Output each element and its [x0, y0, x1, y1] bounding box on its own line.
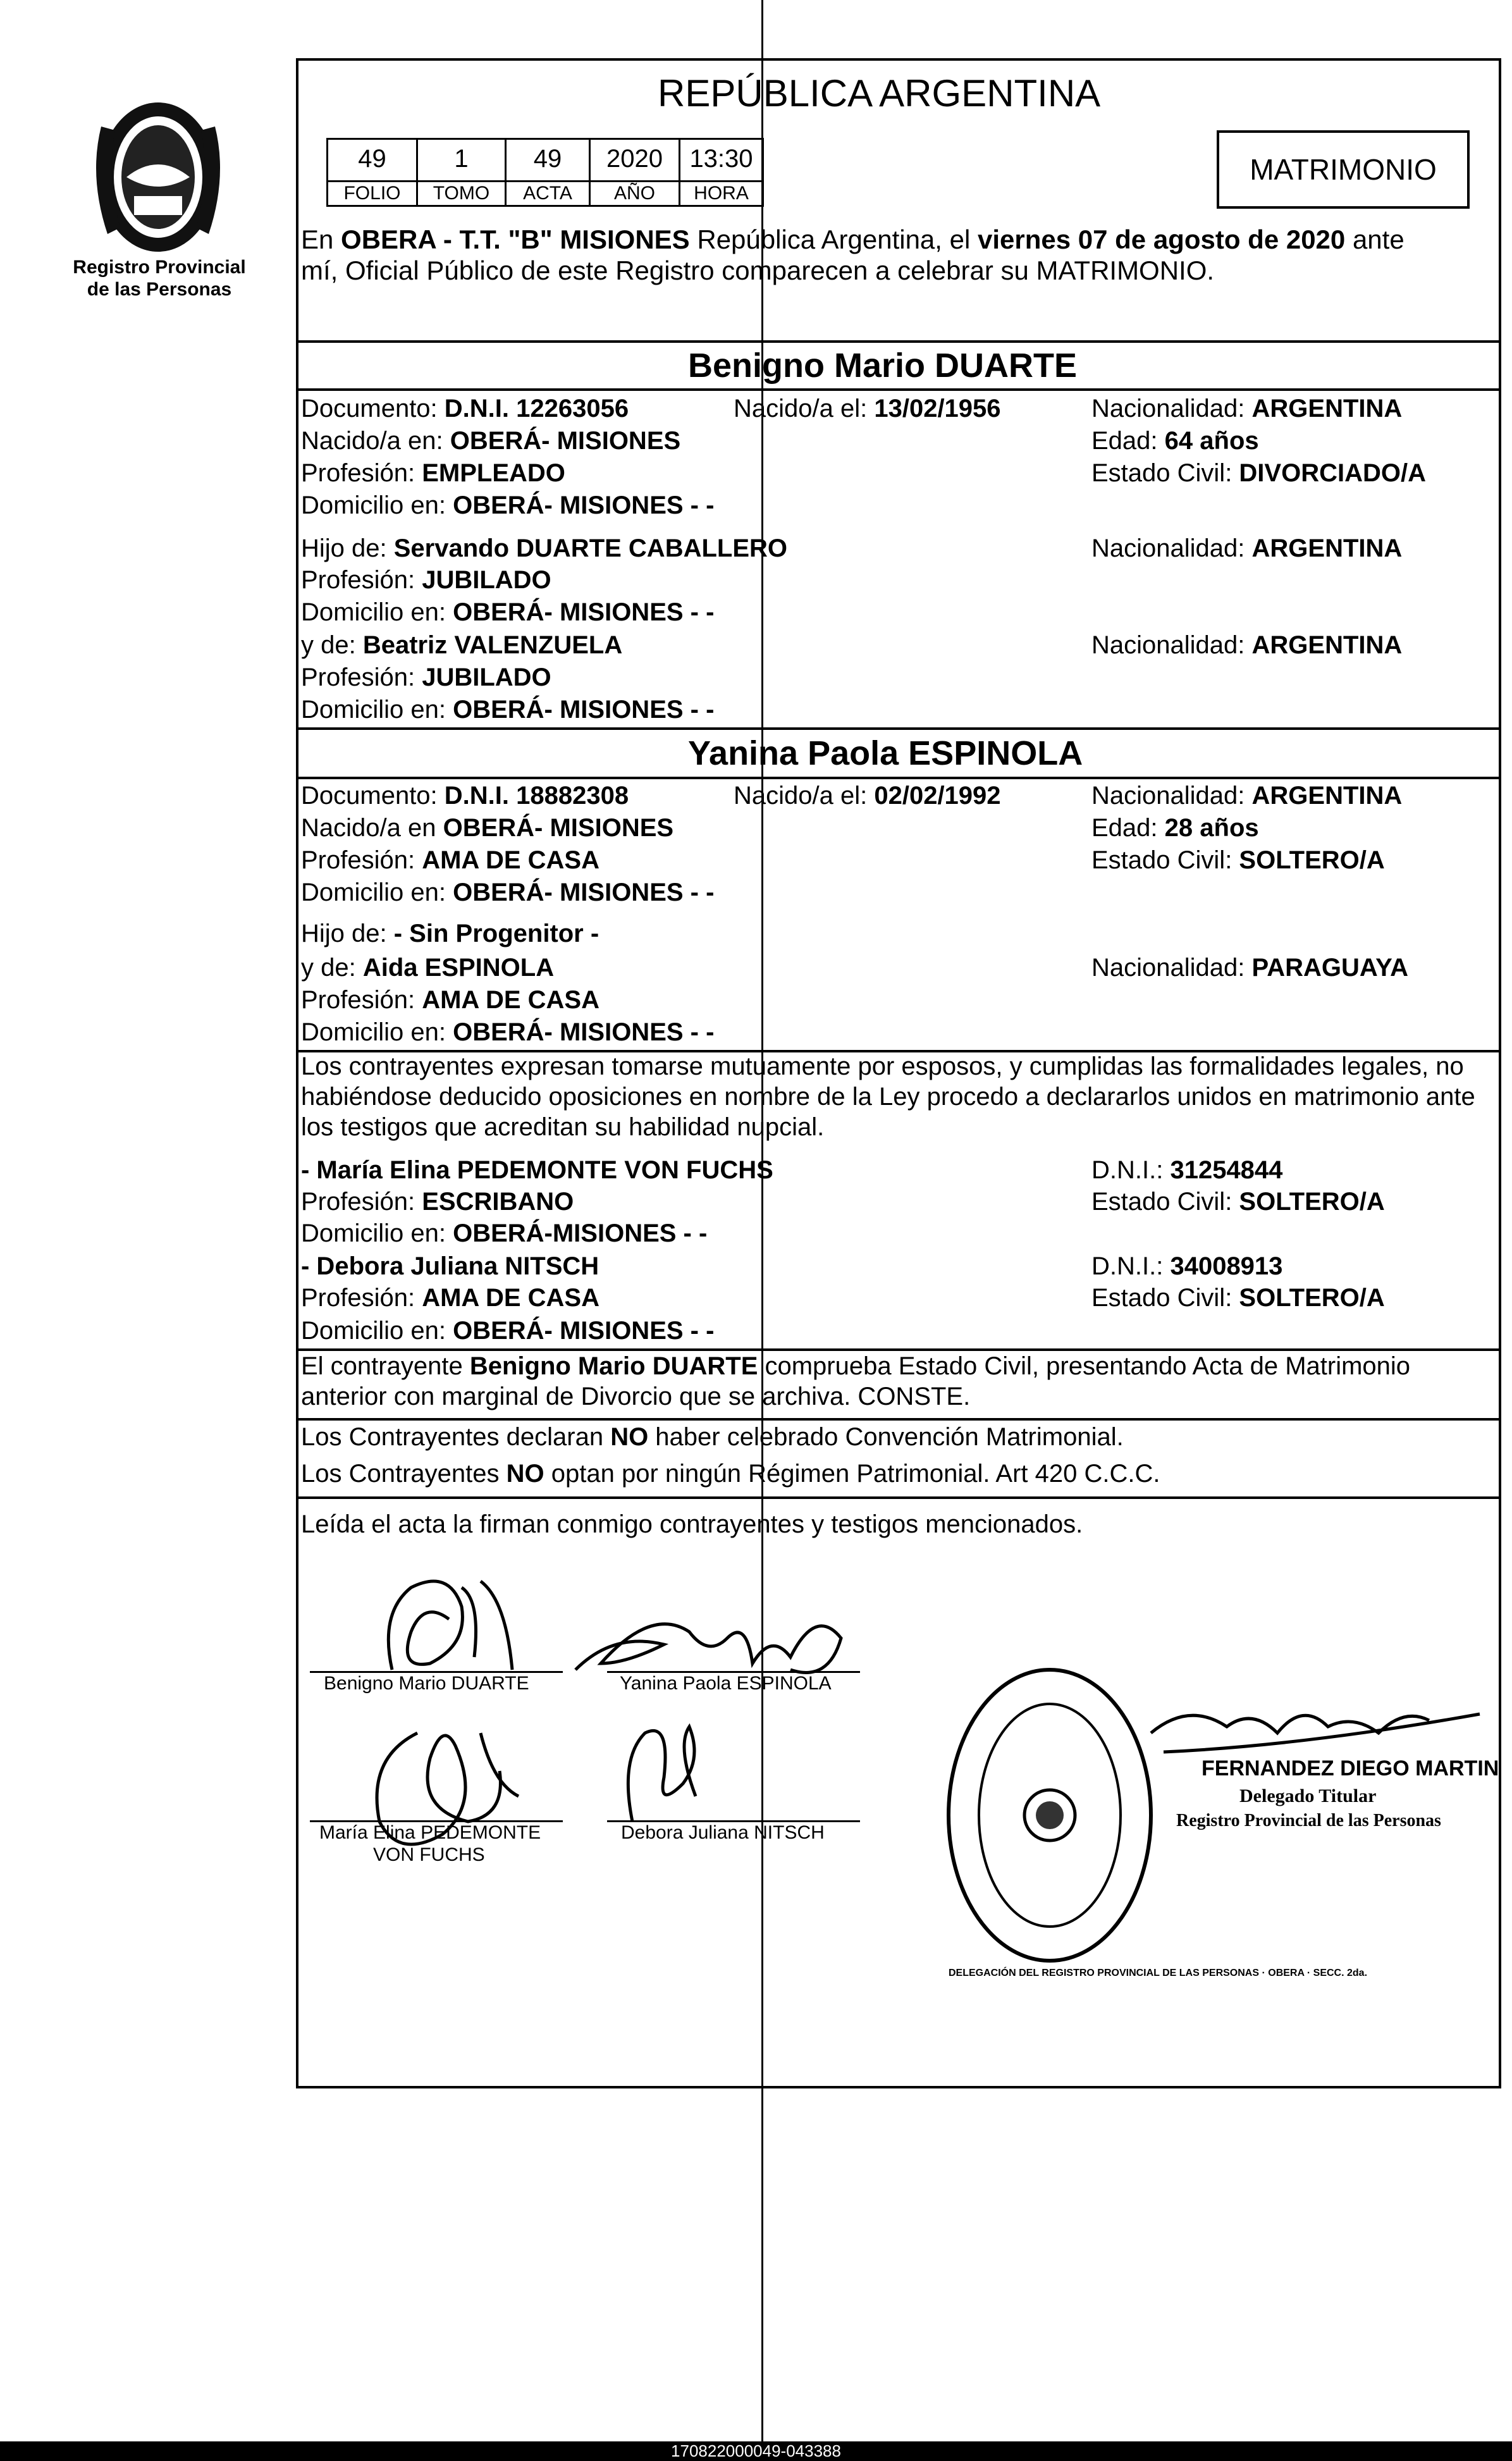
intro-place: OBERA - T.T. "B" MISIONES: [341, 225, 690, 254]
spouse2-mother-address: Domicilio en: OBERÁ- MISIONES - -: [301, 1018, 715, 1046]
spouse1-profession: Profesión: EMPLEADO: [301, 459, 565, 487]
acta-value: 49: [505, 138, 591, 182]
spouse2-profession: Profesión: AMA DE CASA: [301, 846, 599, 874]
spouse2-age: Edad: 28 años: [1091, 814, 1259, 842]
intro-line-1: [301, 225, 1404, 255]
folio-value: 49: [326, 138, 418, 182]
spouse1-document: Documento: D.N.I. 12263056: [301, 395, 629, 423]
signature-label-witness1-b: VON FUCHS: [373, 1844, 485, 1865]
spouse1-age: Edad: 64 años: [1091, 427, 1259, 455]
spouse2-mother-nationality: Nacionalidad: PARAGUAYA: [1091, 954, 1408, 982]
registry-name-2: de las Personas: [87, 279, 232, 300]
intro-line-2: mí, Oficial Público de este Registro comparecen a celebrar su MATRIMONIO.: [301, 256, 1215, 285]
spouse2-address: Domicilio en: OBERÁ- MISIONES - -: [301, 879, 715, 906]
spouse1-mother-address: Domicilio en: OBERÁ- MISIONES - -: [301, 696, 715, 724]
spouse1-father: Hijo de: Servando DUARTE CABALLERO: [301, 534, 788, 562]
spouse2-name: Yanina Paola ESPINOLA: [688, 734, 1083, 772]
seal-emblem: [76, 89, 240, 266]
spouse1-nationality: Nacionalidad: ARGENTINA: [1091, 395, 1403, 423]
spouse1-father-address: Domicilio en: OBERÁ- MISIONES - -: [301, 598, 715, 626]
signature-witness2: [594, 1708, 734, 1834]
act-type-box: [1217, 130, 1470, 209]
spouse1-civil-status: Estado Civil: DIVORCIADO/A: [1091, 459, 1426, 487]
witness2-dni: D.N.I.: 34008913: [1091, 1252, 1283, 1280]
divider-spouse1: [296, 340, 1501, 343]
spouse2-mother: y de: Aida ESPINOLA: [301, 954, 555, 982]
folio-label: FOLIO: [326, 180, 418, 207]
witness2-profession: Profesión: AMA DE CASA: [301, 1284, 599, 1312]
signature-spouse1: [354, 1562, 556, 1689]
ano-label: AÑO: [589, 180, 680, 207]
spouse2-born: Nacido/a el: 02/02/1992: [734, 782, 1001, 810]
intro-p2: República Argentina, el: [689, 225, 978, 254]
note-line-1: El contrayente Benigno Mario DUARTE comprueba Estado Civil, presentando Acta de Matrimonio: [301, 1352, 1411, 1380]
signature-label-witness2: Debora Juliana NITSCH: [621, 1822, 825, 1843]
tomo-value: 1: [416, 138, 507, 182]
official-org: Registro Provincial de las Personas: [1176, 1811, 1441, 1830]
acta-label: ACTA: [505, 180, 591, 207]
spouse2-father: Hijo de: - Sin Progenitor -: [301, 920, 599, 947]
tomo-label: TOMO: [416, 180, 507, 207]
divider-spouse1-b: [296, 388, 1501, 391]
spouse1-father-profession: Profesión: JUBILADO: [301, 566, 551, 594]
signature-label-witness1-a: María Elina PEDEMONTE: [319, 1822, 541, 1843]
spouse1-mother-nationality: Nacionalidad: ARGENTINA: [1091, 631, 1403, 659]
divider-spouse2-b: [296, 777, 1501, 779]
spouse1-name: Benigno Mario DUARTE: [688, 347, 1077, 385]
intro-p3: ante: [1345, 225, 1404, 254]
spouse2-document: Documento: D.N.I. 18882308: [301, 782, 629, 810]
declaration-line-3: los testigos que acreditan su habilidad nupcial.: [301, 1113, 825, 1141]
spouse1-mother-profession: Profesión: JUBILADO: [301, 663, 551, 691]
spouse1-address: Domicilio en: OBERÁ- MISIONES - -: [301, 491, 715, 519]
footer-bar: [0, 2441, 1512, 2461]
hora-label: HORA: [679, 180, 764, 207]
witness2-address: Domicilio en: OBERÁ- MISIONES - -: [301, 1317, 715, 1345]
act-type-label: MATRIMONIO: [1250, 153, 1437, 186]
ano-value: 2020: [589, 138, 680, 182]
declaration-line-2: habiéndose deducido oposiciones en nombre de la Ley procedo a declararlos unidos en matrimonio ante: [301, 1083, 1475, 1111]
divider-closing: [296, 1496, 1501, 1499]
official-stamp: [936, 1651, 1164, 1980]
spouse2-mother-profession: Profesión: AMA DE CASA: [301, 986, 599, 1014]
spouse2-civil-status: Estado Civil: SOLTERO/A: [1091, 846, 1385, 874]
regime-line-2: Los Contrayentes NO optan por ningún Régimen Patrimonial. Art 420 C.C.C.: [301, 1460, 1160, 1488]
signature-label-spouse1: Benigno Mario DUARTE: [324, 1673, 529, 1694]
witness1-address: Domicilio en: OBERÁ-MISIONES - -: [301, 1219, 708, 1247]
registry-name-1: Registro Provincial: [73, 257, 246, 278]
declaration-line-1: Los contrayentes expresan tomarse mutuamente por esposos, y cumplidas las formalidades legales, no: [301, 1052, 1464, 1080]
divider-spouse2: [296, 727, 1501, 730]
signature-label-spouse2: Yanina Paola ESPINOLA: [620, 1673, 832, 1694]
witness1-civil-status: Estado Civil: SOLTERO/A: [1091, 1188, 1385, 1216]
spouse1-birthplace: Nacido/a en: OBERÁ- MISIONES: [301, 427, 681, 455]
document-title: REPÚBLICA ARGENTINA: [658, 72, 1101, 114]
spouse1-born: Nacido/a el: 13/02/1956: [734, 395, 1001, 423]
hora-value: 13:30: [679, 138, 764, 182]
closing-text: Leída el acta la firman conmigo contrayentes y testigos mencionados.: [301, 1510, 1083, 1538]
spouse2-nationality: Nacionalidad: ARGENTINA: [1091, 782, 1403, 810]
intro-date: viernes 07 de agosto de 2020: [977, 225, 1346, 254]
official-title: Delegado Titular: [1239, 1786, 1377, 1806]
footer-code: 170822000049-043388: [671, 2441, 841, 2460]
witness2-civil-status: Estado Civil: SOLTERO/A: [1091, 1284, 1385, 1312]
witness1-name: - María Elina PEDEMONTE VON FUCHS: [301, 1156, 773, 1184]
witness2-name: - Debora Juliana NITSCH: [301, 1252, 599, 1280]
note-line-2: anterior con marginal de Divorcio que se archiva. CONSTE.: [301, 1383, 971, 1410]
official-name: FERNANDEZ DIEGO MARTIN: [1202, 1756, 1499, 1780]
registry-seal: [76, 89, 240, 266]
official-stamp-text: DELEGACIÓN DEL REGISTRO PROVINCIAL DE LAS PERSONAS · OBERA · SECC. 2da.: [949, 1968, 1368, 1978]
intro-p1: En: [301, 225, 341, 254]
witness1-profession: Profesión: ESCRIBANO: [301, 1188, 574, 1216]
divider-regime: [296, 1418, 1501, 1421]
spouse1-mother: y de: Beatriz VALENZUELA: [301, 631, 623, 659]
signature-official: [1138, 1676, 1492, 1765]
spouse2-birthplace: Nacido/a en OBERÁ- MISIONES: [301, 814, 674, 842]
witness1-dni: D.N.I.: 31254844: [1091, 1156, 1283, 1184]
regime-line-1: Los Contrayentes declaran NO haber celebrado Convención Matrimonial.: [301, 1423, 1124, 1451]
spouse1-father-nationality: Nacionalidad: ARGENTINA: [1091, 534, 1403, 562]
